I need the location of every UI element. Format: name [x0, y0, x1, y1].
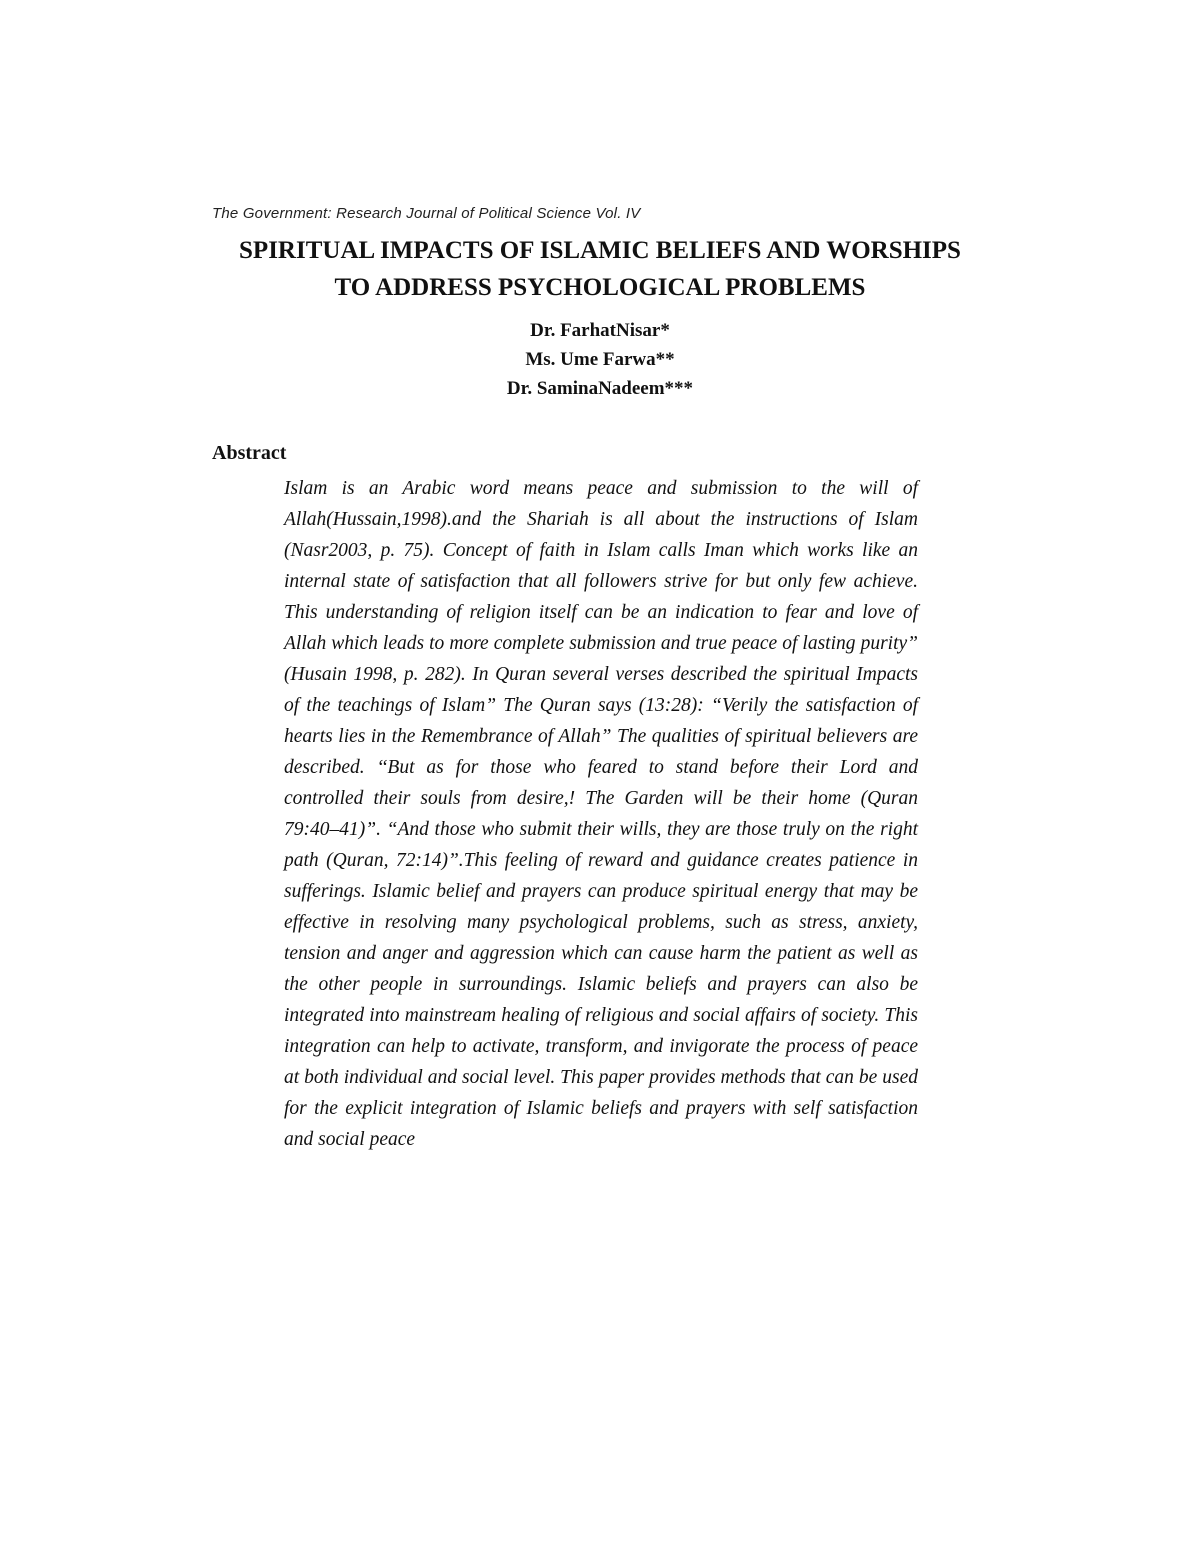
paper-title-line-2: TO ADDRESS PSYCHOLOGICAL PROBLEMS [334, 274, 866, 301]
abstract-heading: Abstract [212, 442, 287, 464]
paper-title-line-1: SPIRITUAL IMPACTS OF ISLAMIC BELIEFS AND WORSHIPS [239, 237, 961, 264]
journal-header: The Government: Research Journal of Political Science Vol. IV [212, 205, 641, 222]
author-list [300, 316, 900, 403]
author-2: Ms. Ume Farwa** [525, 349, 675, 370]
abstract-body: Islam is an Arabic word means peace and submission to the will of Allah(Hussain,1998).and the Shariah is all about the instructions of Islam (Nasr2003, p. 75). Concept of faith in Islam calls Iman which works like an internal state of satisfaction that all followers strive for but only few achieve. This understanding of religion itself can be an indication to fear and love of Allah which leads to more complete submission and true peace of lasting purity” (Husain 1998, p. 282). In Quran several verses described the spiritual Impacts of the teachings of Islam” The Quran says (13:28): “Verily the satisfaction of hearts lies in the Remembrance of Allah” The qualities of spiritual believers are described. ‘‘But as for those who feared to stand before their Lord and controlled their souls from desire,! The Garden will be their home (Quran 79:40–41)”. “And those who submit their wills, they are those truly on the right path (Quran, 72:14)”.This feeling of reward and guidance creates patience in sufferings. Islamic belief and prayers can produce spiritual energy that may be effective in resolving many psychological problems, such as stress, anxiety, tension and anger and aggression which can cause harm the patient as well as the other people in surroundings. Islamic beliefs and prayers can also be integrated into mainstream healing of religious and social affairs of society. This integration can help to activate, transform, and invigorate the process of peace at both individual and social level. This paper provides methods that can be used for the explicit integration of Islamic beliefs and prayers with self satisfaction and social peace [284, 478, 918, 1150]
author-1: Dr. FarhatNisar* [530, 320, 670, 341]
paper-title [150, 232, 1050, 306]
author-3: Dr. SaminaNadeem*** [506, 378, 694, 399]
